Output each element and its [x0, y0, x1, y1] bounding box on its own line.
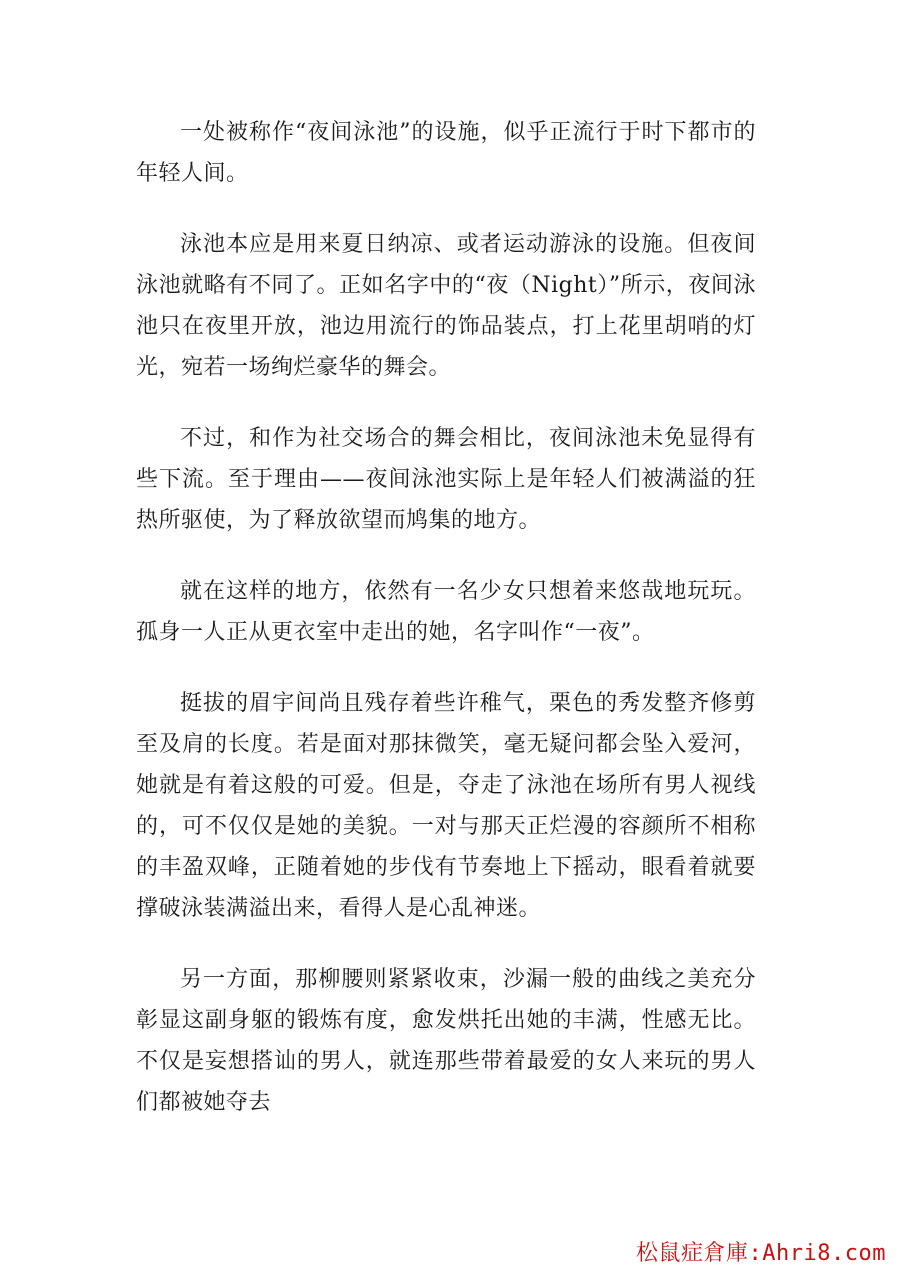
document-body — [136, 112, 756, 1153]
paragraph: 另一方面，那柳腰则紧紧收束，沙漏一般的曲线之美充分彰显这副身躯的锻炼有度，愈发烘托出她的丰满，性感无比。不仅是妄想搭讪的男人，就连那些带着最爱的女人来玩的男人们都被她夺去 — [136, 967, 756, 1115]
paragraph: 挺拔的眉宇间尚且残存着些许稚气，栗色的秀发整齐修剪至及肩的长度。若是面对那抹微笑，毫无疑问都会坠入爱河，她就是有着这般的可爱。但是，夺走了泳池在场所有男人视线的，可不仅仅是她的美貌。一对与那天正烂漫的容颜所不相称的丰盈双峰，正随着她的步伐有节奏地上下摇动，眼看着就要撑破泳装满溢出来，看得人是心乱神迷。 — [136, 691, 756, 921]
watermark: 松鼠症倉庫:Ahri8.com — [636, 1241, 886, 1266]
paragraph: 一处被称作“夜间泳池”的设施，似乎正流行于时下都市的年轻人间。 — [136, 120, 756, 186]
paragraph: 不过，和作为社交场合的舞会相比，夜间泳池未免显得有些下流。至于理由——夜间泳池实际上是年轻人们被满溢的狂热所驱使，为了释放欲望而鸠集的地方。 — [136, 426, 756, 533]
paragraph: 泳池本应是用来夏日纳凉、或者运动游泳的设施。但夜间泳池就略有不同了。正如名字中的“夜（Night）”所示，夜间泳池只在夜里开放，池边用流行的饰品装点，打上花里胡哨的灯光，宛若一场绚烂豪华的舞会。 — [136, 232, 756, 380]
paragraph: 就在这样的地方，依然有一名少女只想着来悠哉地玩玩。孤身一人正从更衣室中走出的她，名字叫作“一夜”。 — [136, 579, 756, 645]
